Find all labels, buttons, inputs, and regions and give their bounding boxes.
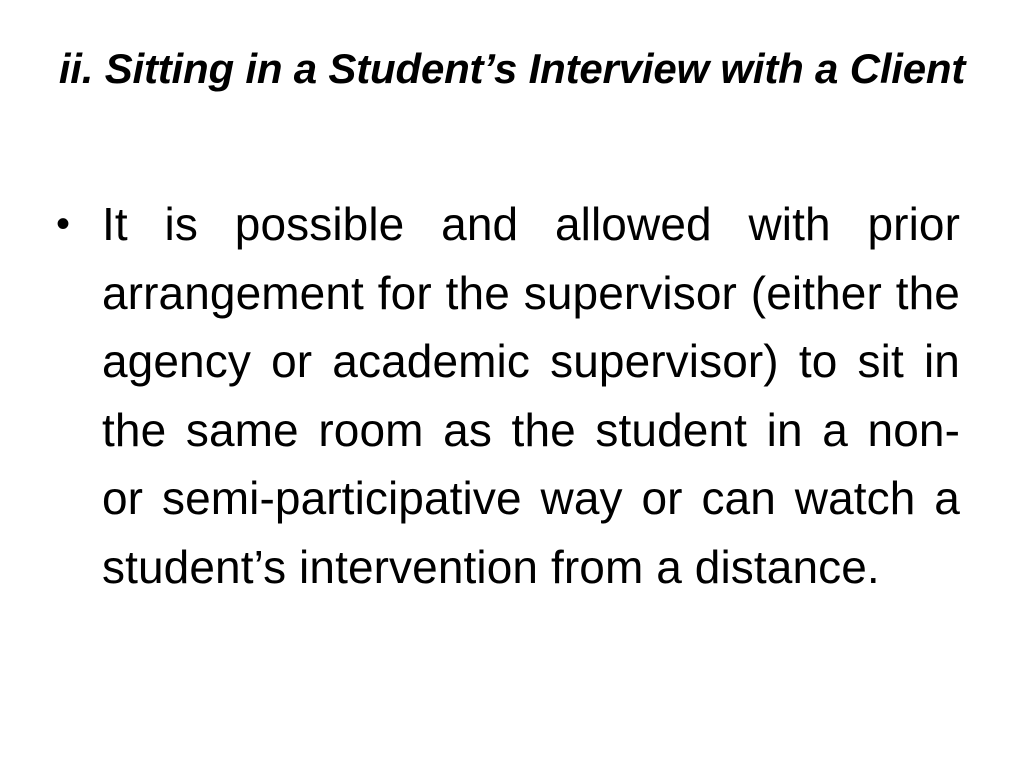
bullet-list — [56, 190, 960, 601]
bullet-marker: • — [56, 202, 71, 246]
bullet-item — [56, 190, 960, 601]
slide-title: ii. Sitting in a Student’s Interview with a Client — [58, 45, 966, 92]
bullet-text: It is possible and allowed with prior arrangement for the supervisor (either the agency or academic supervisor) to sit in the same room as the student in a non- or semi-participative way or can watch a student’s intervention from a distance. — [102, 198, 960, 593]
